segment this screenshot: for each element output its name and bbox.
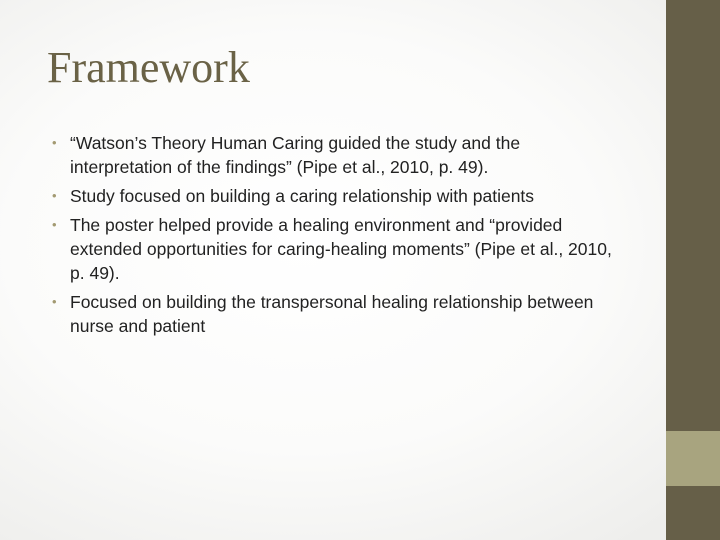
bullet-item — [52, 213, 612, 285]
bullet-dot-icon: • — [52, 135, 57, 150]
bullet-dot-icon: • — [52, 217, 57, 232]
bullet-item — [52, 131, 612, 179]
slide-title: Framework — [47, 43, 250, 92]
bullet-item — [52, 290, 612, 338]
bullet-text: The poster helped provide a healing environment and “provided extended opportunities for caring-healing moments” (Pipe et al., 2010, p. 49). — [70, 215, 612, 283]
bullet-dot-icon: • — [52, 294, 57, 309]
bullet-item — [52, 184, 612, 208]
bullet-text: “Watson’s Theory Human Caring guided the study and the interpretation of the findings” (Pipe et al., 2010, p. 49). — [70, 133, 521, 177]
bullet-text: Focused on building the transpersonal healing relationship between nurse and patient — [70, 292, 594, 336]
bullet-text: Study focused on building a caring relationship with patients — [70, 186, 535, 206]
bullet-list — [52, 131, 612, 343]
bullet-dot-icon: • — [52, 188, 57, 203]
side-accent-block — [666, 431, 720, 486]
